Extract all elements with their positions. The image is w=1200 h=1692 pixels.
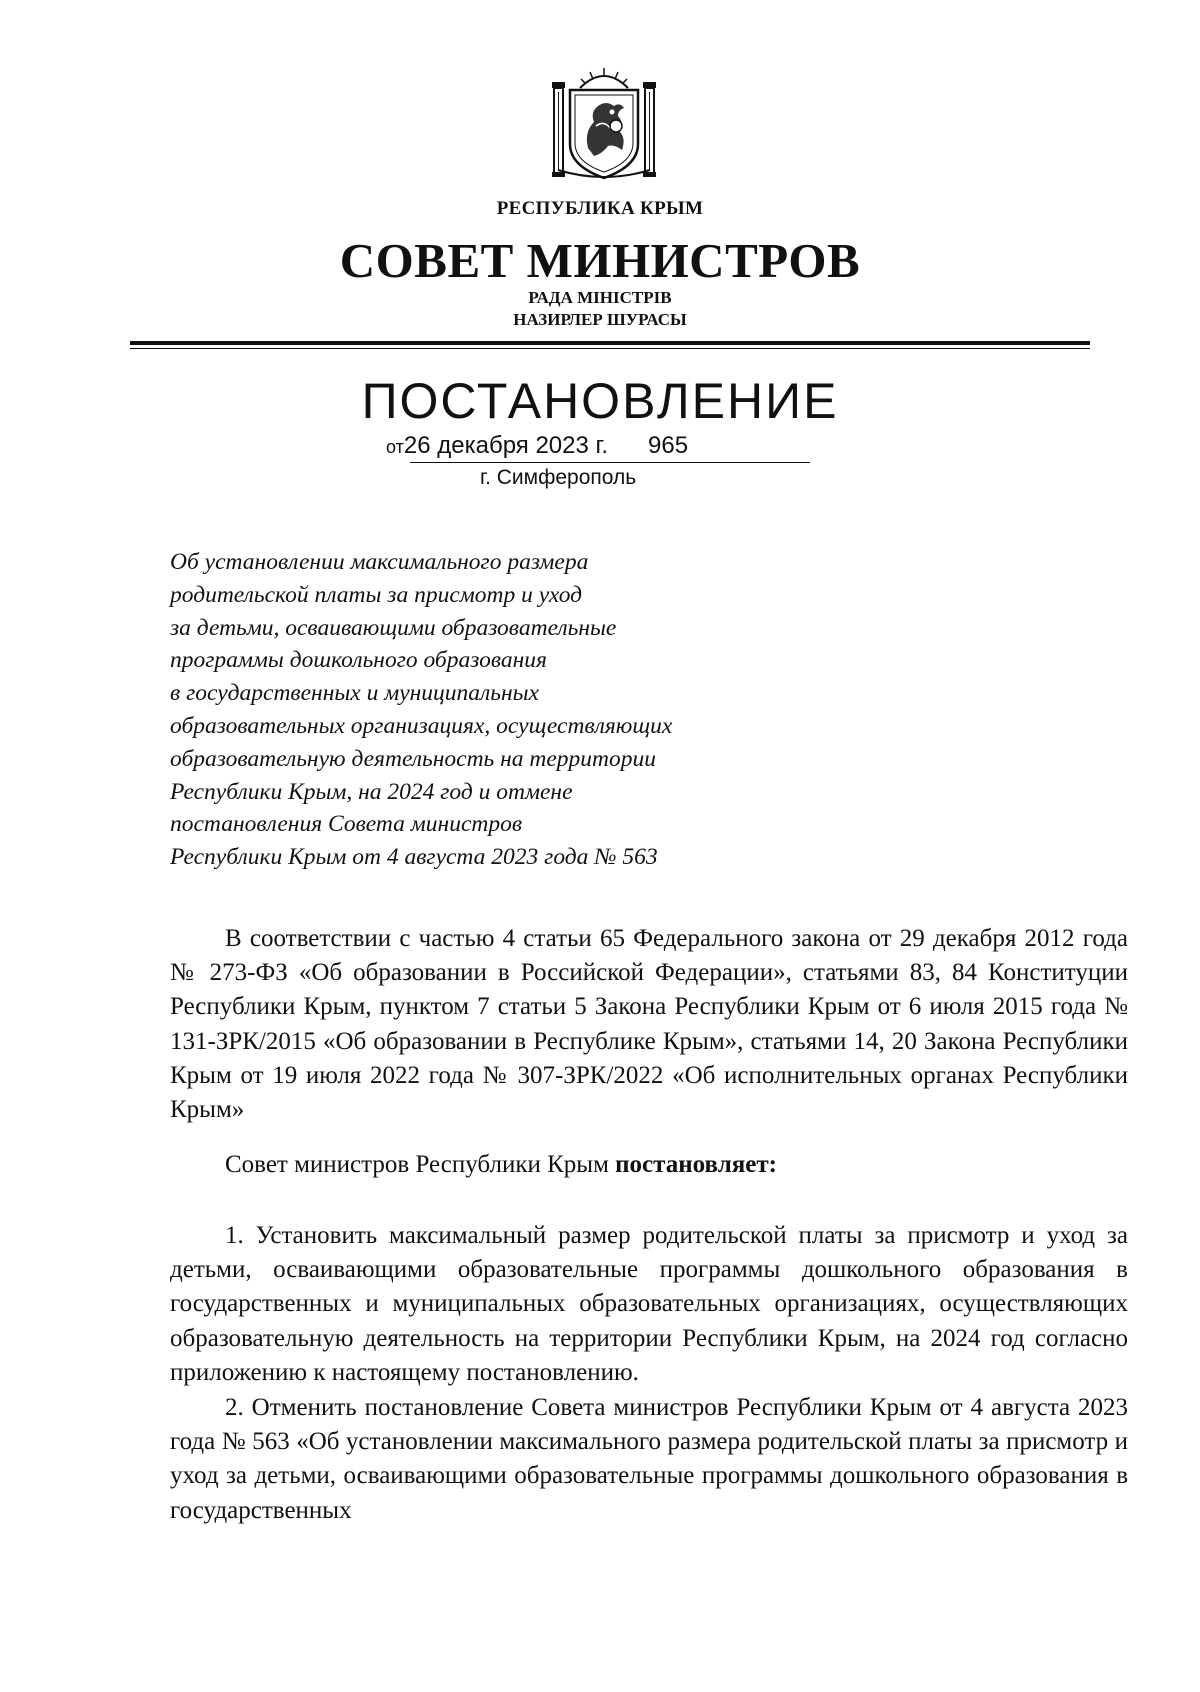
republic-name: РЕСПУБЛИКА КРЫМ	[496, 198, 704, 219]
document-type-title: ПОСТАНОВЛЕНИЕ	[361, 373, 839, 429]
preamble-paragraph: В соответствии с частью 4 статьи 65 Федерального закона от 29 декабря 2012 года № 273-ФЗ «Об образовании в Российской Федерации», статьями 83, 84 Конституции Республики Крым, пунктом 7 статьи 5 Закона Республики Крым от 6 июля 2015 года № 131-ЗРК/2015 «Об образовании в Республике Крым», статьями 14, 20 Закона Республики Крым от 19 июля 2022 года № 307-ЗРК/2022 «Об исполнительных органах Республики Крым»	[170, 925, 1128, 1124]
date-prefix: от	[386, 437, 404, 457]
subject-line: Об установлении максимального размера	[170, 549, 589, 575]
subject-line: родительской платы за присмотр и уход	[170, 581, 583, 608]
decree-subject	[170, 546, 810, 874]
council-name: СОВЕТ МИНИСТРОВ	[339, 233, 861, 288]
subject-line: постановления Совета министров	[170, 811, 523, 838]
date-underline	[410, 462, 810, 463]
council-resolves-paragraph	[170, 1148, 1128, 1182]
clause-2-paragraph: 2. Отменить постановление Совета министров Республики Крым от 4 августа 2023 года № 563 «Об установлении максимального размера родительской платы за присмотр и уход за детьми, осваивающими образовательные программы дошкольного образования в государственных	[170, 1394, 1128, 1524]
subject-line: в государственных и муниципальных	[170, 680, 539, 707]
council-resolves-text: Совет министров Республики Крым	[225, 1151, 616, 1178]
subject-line: образовательную деятельность на территории	[170, 745, 657, 772]
header-divider-thin	[130, 348, 1090, 349]
clause-1-paragraph: 1. Установить максимальный размер родительской платы за присмотр и уход за детьми, осваивающими образовательные программы дошкольного образования в государственных и муниципальных образовательных организациях, осуществляющих образовательную деятельность на территории Республики Крым, на 2024 год согласно приложению к настоящему постановлению.	[170, 1222, 1128, 1386]
decree-number: 965	[648, 432, 689, 459]
subject-line: за детьми, осваивающими образовательные	[170, 614, 617, 641]
decree-date-line	[386, 432, 688, 460]
council-name-ukrainian: РАДА МІНІСТРІВ	[528, 288, 672, 307]
subject-line: Республики Крым, на 2024 год и отмене	[170, 778, 573, 805]
subject-line: программы дошкольного образования	[170, 647, 547, 674]
subject-line: образовательных организациях, осуществляющих	[170, 712, 673, 739]
header-divider-thick	[130, 341, 1090, 345]
decree-date: 26 декабря 2023 г.	[403, 432, 608, 459]
coat-of-arms-emblem	[550, 66, 658, 182]
issuing-city: г. Симферополь	[480, 466, 637, 489]
subject-line: Республики Крым от 4 августа 2023 года № 563	[170, 844, 658, 871]
council-resolves-verb: постановляет:	[615, 1151, 777, 1178]
council-name-crimean-tatar: НАЗИРЛЕР ШУРАСЫ	[513, 310, 687, 329]
